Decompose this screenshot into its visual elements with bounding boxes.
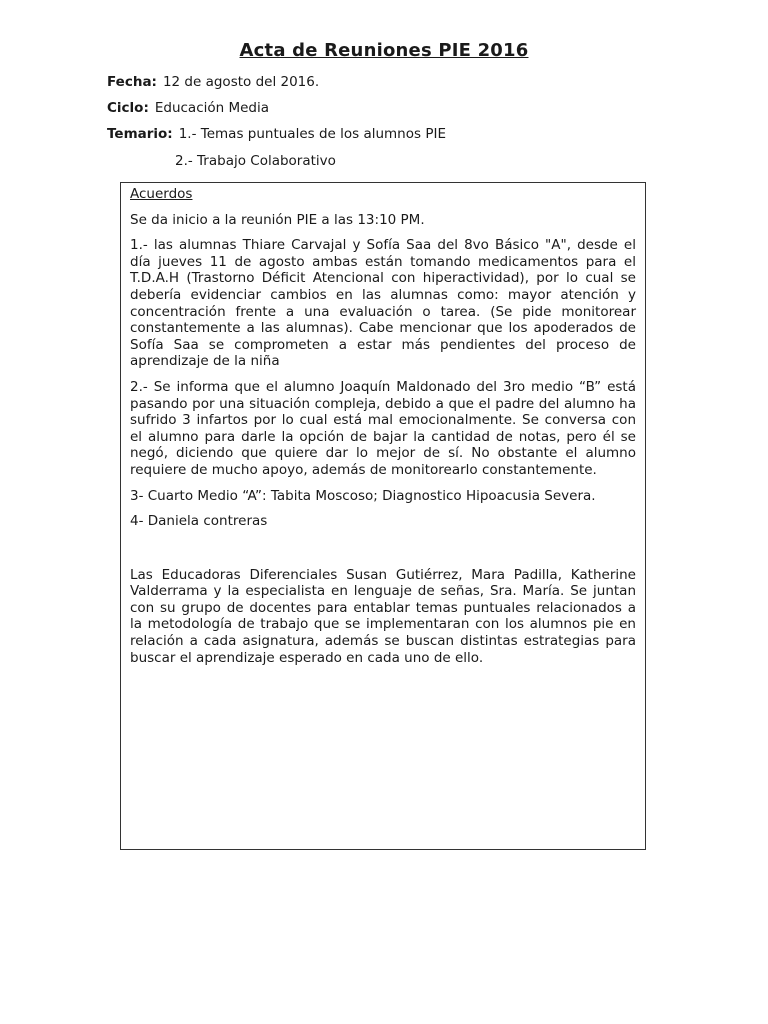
fecha-row xyxy=(107,74,319,90)
ciclo-value: Educación Media xyxy=(154,100,270,116)
temario-item-2: 2.- Trabajo Colaborativo xyxy=(175,153,336,169)
acuerdos-heading: Acuerdos xyxy=(130,186,193,202)
fecha-value: 12 de agosto del 2016. xyxy=(162,74,320,90)
temario-item-1: 1.- Temas puntuales de los alumnos PIE xyxy=(178,126,446,142)
acuerdos-content xyxy=(130,186,636,675)
acuerdos-box xyxy=(120,182,646,850)
acuerdos-point-2: 2.- Se informa que el alumno Joaquín Maldonado del 3ro medio “B” está pasando por una situación compleja, debido a que el padre del alumno ha sufrido 3 infartos por lo cual está mal emocionalmente. Se conversa con el alumno para darle la opción de bajar la cantidad de notas, pero él se negó, diciendo que quiere dar lo mejor de sí. No obstante el alumno requiere de mucho apoyo, además de monitorearlo constantemente. xyxy=(130,378,636,478)
acuerdos-point-4: 4- Daniela contreras xyxy=(130,513,268,530)
fecha-label: Fecha: xyxy=(107,74,157,90)
temario-row xyxy=(107,126,446,142)
document-title: Acta de Reuniones PIE 2016 xyxy=(239,40,529,61)
spacer xyxy=(130,539,636,567)
ciclo-row xyxy=(107,100,269,116)
temario-label: Temario: xyxy=(107,126,173,142)
acuerdos-closing: Las Educadoras Diferenciales Susan Gutiérrez, Mara Padilla, Katherine Valderrama y la especialista en lenguaje de señas, Sra. María. Se juntan con su grupo de docentes para entablar temas puntuales relacionados a la metodología de trabajo que se implementaran con los alumnos pie en relación a cada asignatura, además se buscan distintas estrategias para buscar el aprendizaje esperado en cada uno de ello. xyxy=(130,566,636,666)
acuerdos-point-3: 3- Cuarto Medio “A”: Tabita Moscoso; Diagnostico Hipoacusia Severa. xyxy=(130,487,596,504)
acuerdos-point-1: 1.- las alumnas Thiare Carvajal y Sofía Saa del 8vo Básico "A", desde el día jueves 11 de agosto ambas están tomando medicamentos para el T.D.A.H (Trastorno Déficit Atencional con hiperactividad), por lo cual se debería evidenciar cambios en las alumnas como: mayor atención y concentración frente a una evaluación o tarea. (Se pide monitorear constantemente a las alumnas). Cabe mencionar que los apoderados de Sofía Saa se comprometen a estar más pendientes del proceso de aprendizaje de la niña xyxy=(130,237,636,370)
acuerdos-opening: Se da inicio a la reunión PIE a las 13:10 PM. xyxy=(130,211,425,228)
ciclo-label: Ciclo: xyxy=(107,100,149,116)
